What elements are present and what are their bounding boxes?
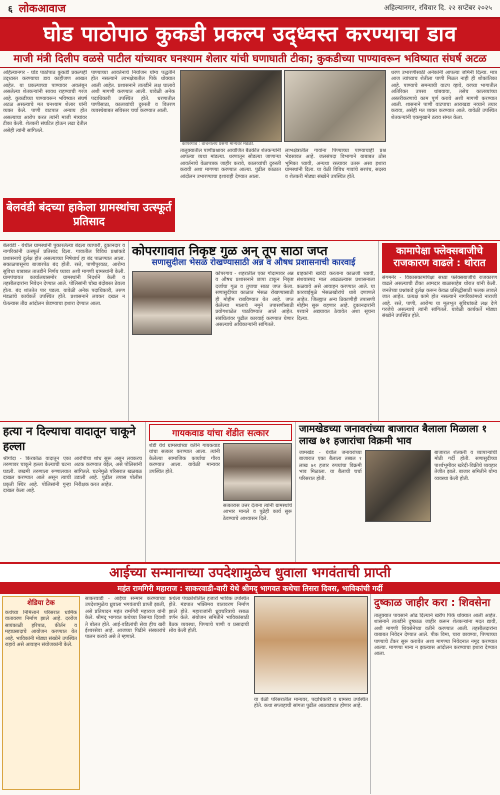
- dushkal-text: तालुक्यात पावसाने ओढ दिल्याने खरीप पिके धोक्यात आली आहेत. शासनाने तातडीने दुष्काळ जाहीर करून शेतकऱ्यांना मदत द्यावी, अशी मागणी शिवसेनेच्या वतीने करण्यात आली. तहसीलदारांना याबाबत निवेदन देण्यात आले. पीक विमा, चारा छावण्या, पिण्याच्या पाण्याचे टँकर सुरू करावेत अशा मागण्या निवेदनात नमूद करण्यात आल्या. मागण्या मान्य न झाल्यास आंदोलन करण्याचा इशारा देण्यात आला.: [374, 613, 497, 658]
- lead-photo-left: [180, 70, 282, 142]
- kopargaon-text-1: कोपरगाव - शहरातील एका गोदामावर अन्न व औषध प्रशासनाने छापा टाकून निकृष्ट दर्जाचा गूळ व तुपाचा साठा जप्त केला. सणासुदीच्या काळात भेसळ रोखण्यासाठी ही मोहीम राबविण्यात येत आहे. जप्त केलेल्या मालाचे नमुने तपासणीसाठी प्रयोगशाळेत पाठविण्यात आले आहेत. संबंधितांवर पुढील कारवाई करण्यात येणार असल्याचे अधिकाऱ्यांनी सांगितले.: [215, 271, 294, 329]
- sidebar-text: कथेच्या निमित्ताने परिसरात धार्मिक वातावरण निर्माण झाले आहे. दररोज सायंकाळी हरिपाठ, कीर्तन व महाप्रसादाचे आयोजन करण्यात येत आहे. भाविकांनी मोठ्या संख्येने उपस्थित राहावे असे आवाहन संयोजकांनी केले.: [5, 610, 77, 649]
- footer-text-2: कथेला पंचक्रोशीतील हजारो भाविक उपस्थित होते. मंडपात भक्तिमय वातावरण निर्माण झाले होते. महाराजांनी ध्रुवचरित्राचे रसाळ वर्णन केले. संयोजन समितीने भाविकांसाठी बैठक व्यवस्था, पिण्याचे पाणी व प्रसादाची सोय केली होती.: [168, 596, 249, 635]
- lead-text-col-1: अहिल्यानगर - घोड पाठोपाठ कुकडी प्रकल्पही उद्ध्वस्त करण्याचा डाव काहीजण आखत आहेत. या प्रकल्पाच्या पाण्यावर अवलंबून असलेल्या शेतकऱ्यांनी सावध राहण्याची गरज आहे. कुकडीच्या पाण्यावरून भविष्यात संघर्ष अटळ असल्याचे मत घनश्याम शेलार यांनी व्यक्त केले. पाणी वाटपात अन्याय होत असल्याचा आरोप करत त्यांनी माजी मंत्र्यांवर टीका केली. शेतकरी संघटित होऊन लढा देतील असेही त्यांनी सांगितले.: [3, 70, 87, 134]
- kopargaon-photo: [132, 271, 212, 335]
- newspaper-logo: लोकआवाज: [18, 2, 66, 15]
- bazar-headline: जामखेडच्या जनावरांच्या बाजारात बैलाला मिळाला १ लाख ७१ हजारांचा विक्रमी भाव: [299, 424, 487, 447]
- page-number: ६: [8, 5, 13, 15]
- maharaj-photo: [254, 596, 368, 694]
- bazar-text-2: बाजारात शेतकरी व व्यापाऱ्यांची मोठी गर्दी होती. सणासुदीच्या पार्श्वभूमीवर खरेदी-विक्रीचे व्यवहार तेजीत झाले. बाजार समितीने योग्य व्यवस्था केली होती.: [434, 450, 498, 482]
- bazar-text-1: जामखेड - येथील जनावरांच्या बाजारात एका बैलाला तब्बल १ लाख ७१ हजार रुपयांचा विक्रमी भाव मिळाला. या बैलाची चर्चा परिसरात होती.: [299, 450, 362, 482]
- kamapeksha-headline: कामापेक्षा फ्लेक्सबाजीचे राजकारण वाढले : थोरात: [382, 243, 497, 273]
- sidebar-box: [2, 596, 80, 790]
- lead-text-col-3: तालुक्यातील पाणीप्रश्नावर आयोजित बैठकीत शेतकऱ्यांनी आपल्या व्यथा मांडल्या. धरणातून सोडल्या जाणाऱ्या आवर्तनाचे वेळापत्रक जाहीर करावे, कालव्यांची दुरुस्ती करावी अशा मागण्या करण्यात आल्या. पुढील काळात आंदोलन उभारण्याचा इशाराही देण्यात आला.: [180, 148, 281, 180]
- masthead: [0, 0, 500, 19]
- footer-text-1: साकरवाडी - आईचा सन्मान करण्याच्या उपदेशामुळेच ध्रुवाला भगवंताची प्राप्ती झाली, असे प्रतिपादन महंत रामगिरी महाराज यांनी केले. श्रीमद्‌ भागवत कथेच्या तिसऱ्या दिवशी ते बोलत होते. आई-वडिलांची सेवा हीच खरी ईश्वरसेवा आहे. आजच्या पिढीने संस्कारांचे पालन करावे असे ते म्हणाले.: [85, 596, 166, 641]
- gaikwad-photo: [223, 443, 292, 501]
- hatya-text-1: श्रीगोंदा - किरकोळ वादातून एका तरुणावर चाकूने हल्ला केल्याची घटना घडली. जखमी तरुणाला रुग्णालयात दाखल करण्यात आले असून त्याची प्रकृती स्थिर आहे. पोलिसांनी गुन्हा दाखल केला आहे.: [3, 456, 71, 495]
- bazar-photo: [365, 450, 432, 522]
- kopargaon-subhead: सणासुदीला भेसळ रोखण्यासाठी अन्न व औषध प्रशासनाची कारवाई: [151, 258, 356, 268]
- lead-photo-caption: कोपरगाव : वाचनालय प्रसंगी मान्यवर मंडळी.: [182, 142, 255, 147]
- hatya-text-2: आरोपीचा शोध सुरू असून लवकरच अटक करण्यात येईल, असे पोलिसांनी सांगितले. घटनेमुळे परिसरात खळबळ उडाली आहे. पुढील तपास पोलीस निरीक्षक करत आहेत.: [74, 456, 142, 488]
- footer-headline: आईच्या सन्मानाच्या उपदेशामुळेच धुवाला भगवंताची प्राप्ती: [0, 562, 500, 583]
- belwandi-text: बेलवंडी - येथील ग्रामस्थांनी पुकारलेल्या बंदला व्यापारी, दुकानदार व नागरिकांनी उत्स्फूर्त प्रतिसाद दिला. गावातील विविध प्रश्नांकडे प्रशासनाचे दुर्लक्ष होत असल्याच्या निषेधार्थ हा बंद पाळण्यात आला. सकाळपासूनच बाजारपेठ बंद होती. रस्ते, पाणीपुरवठा, आरोग्य सुविधा याबाबत तातडीने निर्णय घ्यावा अशी मागणी ग्रामस्थांनी केली. ग्रामपंचायत कार्यालयासमोर ग्रामस्थांनी निदर्शने केली व तहसीलदारांना निवेदन देण्यात आले. पोलिसांनी चोख बंदोबस्त ठेवला होता. बंद शांततेत पार पडला. यावेळी अनेक पदाधिकारी, तरुण मंडळांचे कार्यकर्ते उपस्थित होते. प्रशासनाने लवकर दखल न घेतल्यास तीव्र आंदोलन छेडण्याचा इशारा देण्यात आला.: [3, 243, 125, 307]
- sidebar-title: शेडिया टेक: [27, 599, 55, 607]
- lead-text-col-2: पाण्याच्या आवर्तनाचे नियोजन योग्य पद्धतीने होत नसल्याने लाभक्षेत्रातील पिके धोक्यात आली आहेत. प्रशासनाने तातडीने लक्ष घालावे अशी मागणी करण्यात आली. यावेळी अनेक पदाधिकारी उपस्थित होते. धरणातील पाणीसाठा, कालव्यांची दुरुस्ती व वितरण व्यवस्थेबाबत सविस्तर चर्चा करण्यात आली.: [91, 70, 175, 115]
- lead-headline: घोड पाठोपाठ कुकडी प्रकल्प उद्ध्वस्त करण्याचा डाव: [0, 19, 500, 51]
- gaikwad-headline: गायकवाड यांचा शेंडीत सत्कार: [149, 424, 292, 441]
- footer-text-3: या वेळी परिसरातील मान्यवर, पदाधिकारी व ग्रामस्थ उपस्थित होते. कथा सप्ताहाची सांगता पुढील आठवड्यात होणार आहे.: [254, 697, 368, 710]
- lead-subhead: माजी मंत्री दिलीप वळसे पाटील यांच्यावर घनश्याम शेलार यांची घणाघाती टीका; कुकडीच्या पाण्यावरून भविष्यात संघर्ष अटळ: [0, 51, 500, 68]
- lead-text-col-5: धरण उभारणीसाठी अनेकांनी आपल्या जमिनी दिल्या. मात्र आज त्यांच्याच शेतीला पाणी मिळत नाही ही शोकांतिका आहे. पाण्याचे समन्यायी वाटप व्हावे, वरच्या भागातील अतिरिक्त उपसा थांबवावा, तसेच कालव्यांच्या अस्तरीकरणाचे काम पूर्ण करावे अशी मागणी करण्यात आली. शासनाने पाणी वाटपाचा आराखडा नव्याने तयार करावा, असेही मत व्यक्त करण्यात आले. यावेळी उपस्थित शेतकऱ्यांनी एकमुखाने ठराव संमत केला.: [391, 70, 497, 121]
- kopargaon-text-2: ग्राहकांनी खरेदी करताना काळजी घ्यावी, संशयास्पद माल आढळल्यास प्रशासनाला कळवावे असे आवाहन करण्यात आले. या कारवाईमुळे भेसळखोरांचे धाबे दणाणले आहेत. जिल्ह्यात अन्य ठिकाणीही तपासणी मोहीम सुरू राहणार आहे. दुकानदारांनी परवाने अद्ययावत ठेवावेत अशा सूचना दिल्या.: [296, 271, 375, 322]
- gaikwad-text-2: सत्कारास उत्तर देताना त्यांनी ग्रामस्थांचे आभार मानले व पुढेही कार्य सुरू ठेवण्याचे आश्वासन दिले.: [222, 503, 292, 522]
- gaikwad-text-1: शेंडी येथे ग्रामस्थांच्या वतीने गायकवाड यांचा सत्कार करण्यात आला. त्यांनी केलेल्या सामाजिक कार्याचा गौरव करण्यात आला. यावेळी मान्यवर उपस्थित होते.: [149, 443, 220, 475]
- hatya-headline: हत्या न दिल्याचा वादातून चाकूने हल्ला: [3, 424, 136, 453]
- issue-date: अहिल्यानगर, रविवार दि. २२ सप्टेंबर २०२५: [383, 4, 492, 12]
- lead-photo-right: [284, 70, 386, 142]
- lead-text-col-4: लाभक्षेत्रातील गावांना पिण्याच्या पाण्याचाही प्रश्न भेडसावत आहे. जलसंपदा विभागाने याबाबत ठोस भूमिका घ्यावी, अन्यथा रस्त्यावर उतरू असा इशारा ग्रामस्थांनी दिला. या वेळी विविध गावांचे सरपंच, सदस्य व शेतकरी मोठ्या संख्येने उपस्थित होते.: [285, 148, 386, 180]
- dushkal-headline: दुष्काळ जाहीर करा : शिवसेना: [374, 597, 491, 609]
- kopargaon-headline: कोपरगावात निकृष्ट गुळ अन्‌ तूप साठा जप्त: [132, 243, 328, 258]
- kamapeksha-text: संगमनेर - विकासकामांपेक्षा सध्या फ्लेक्सबाजीचे राजकारण वाढले असल्याची टीका आमदार बाळासाहेब थोरात यांनी केली. जनतेच्या प्रश्नांकडे दुर्लक्ष करून केवळ प्रसिद्धीसाठी फलक लावले जात आहेत. प्रत्यक्ष कामे होत नसल्याने नागरिकांमध्ये नाराजी आहे. रस्ते, पाणी, आरोग्य या मूलभूत सुविधांकडे लक्ष देणे गरजेचे असल्याचे त्यांनी सांगितले. यावेळी कार्यकर्ते मोठ्या संख्येने उपस्थित होते.: [382, 275, 497, 320]
- belwandi-headline: बेलवंडी बंदच्या हाकेला ग्रामस्थांचा उत्स्फूर्त प्रतिसाद: [3, 198, 175, 232]
- footer-subhead: महंत रामगिरी महाराज : साकरवाडी-वारी येथे श्रीमद्‌ भागवत कथेचा तिसरा दिवस, भाविकांची गर्दी: [0, 583, 500, 594]
